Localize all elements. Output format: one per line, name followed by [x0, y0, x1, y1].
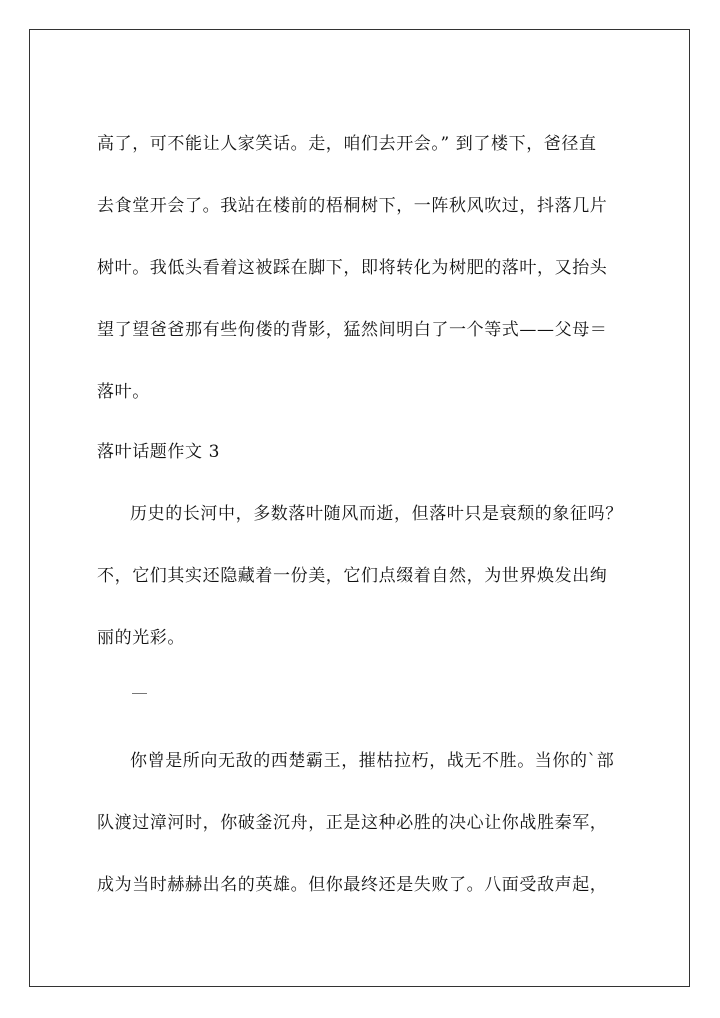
text-line: 队渡过漳河时，你破釜沉舟，正是这种必胜的决心让你战胜秦军，: [97, 813, 608, 833]
text-line: 去食堂开会了。我站在楼前的梧桐树下，一阵秋风吹过，抖落几片: [97, 196, 608, 216]
text-line: 不，它们其实还隐藏着一份美，它们点缀着自然，为世界焕发出绚: [97, 566, 608, 586]
section-title: 落叶话题作文 3: [97, 442, 221, 462]
text-line: 丽的光彩。: [97, 628, 185, 648]
text-line: 成为当时赫赫出名的英雄。但你最终还是失败了。八面受敌声起，: [97, 875, 608, 895]
text-line: 树叶。我低头看着这被踩在脚下，即将转化为树肥的落叶，又抬头: [97, 258, 608, 278]
text-line: 望了望爸爸那有些佝偻的背影，猛然间明白了一个等式——父母＝: [97, 320, 608, 340]
text-line: 落叶。: [97, 382, 150, 402]
text-line: 高了，可不能让人家笑话。走，咱们去开会。” 到了楼下，爸径直: [97, 134, 597, 154]
dash-mark: [132, 693, 147, 694]
text-line: 历史的长河中，多数落叶随风而逝，但落叶只是衰颓的象征吗？: [130, 504, 623, 524]
text-line: 你曾是所向无敌的西楚霸王，摧枯拉朽，战无不胜。当你的`部: [130, 751, 615, 771]
